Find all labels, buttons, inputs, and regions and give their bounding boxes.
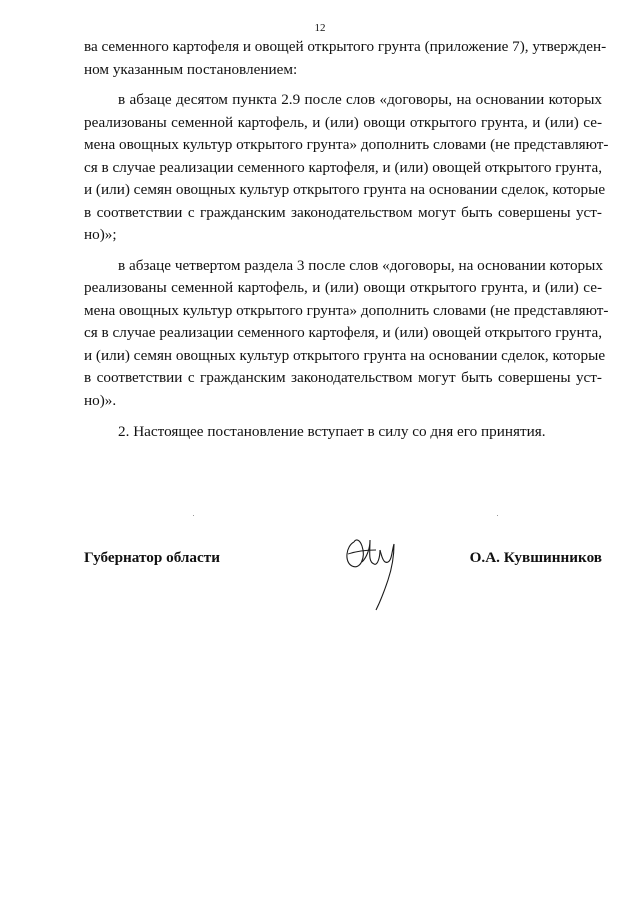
text-line: в соответствии с гражданским законодательством могут быть совершены уст- [84, 203, 602, 221]
text-line: в абзаце десятом пункта 2.9 после слов «договоры, на основании которых [118, 91, 602, 108]
text-line: и (или) семян овощных культур открытого грунта на основании сделок, которые [84, 346, 606, 364]
page-number: 12 [314, 22, 326, 34]
scan-speck [193, 515, 194, 516]
text-line: но)». [84, 391, 117, 409]
text-line: в соответствии с гражданским законодательством могут быть совершены уст- [84, 369, 602, 386]
text-line: в абзаце четвертом раздела 3 после слов «договоры, на основании которых [118, 256, 603, 274]
text-line: реализованы семенной картофель, и (или) овощи открытого грунта, и (или) се- [84, 279, 602, 296]
text-line: и (или) семян овощных культур открытого грунта на основании сделок, которые [84, 181, 606, 198]
text-line: мена овощных культур открытого грунта» дополнить словами (не представляют- [84, 301, 609, 319]
text-line: но)»; [84, 226, 117, 243]
text-line: ном указанным постановлением: [84, 60, 298, 78]
text-line: мена овощных культур открытого грунта» дополнить словами (не представляют- [84, 136, 609, 153]
document-body [84, 36, 609, 444]
text-line: реализованы семенной картофель, и (или) овощи открытого грунта, и (или) се- [84, 113, 602, 131]
text-line: ся в случае реализации семенного картофеля, и (или) овощей открытого грунта, [84, 324, 602, 341]
scan-speck [497, 515, 498, 516]
text-line: 2. Настоящее постановление вступает в силу со дня его принятия. [118, 423, 546, 440]
signatory-name: О.А. Кувшинников [469, 549, 602, 566]
text-line: ся в случае реализации семенного картофеля, и (или) овощей открытого грунта, [84, 158, 602, 176]
signatory-title: Губернатор области [84, 549, 220, 566]
handwritten-signature [340, 528, 410, 618]
text-line: ва семенного картофеля и овощей открытого грунта (приложение 7), утвержден- [84, 38, 607, 55]
